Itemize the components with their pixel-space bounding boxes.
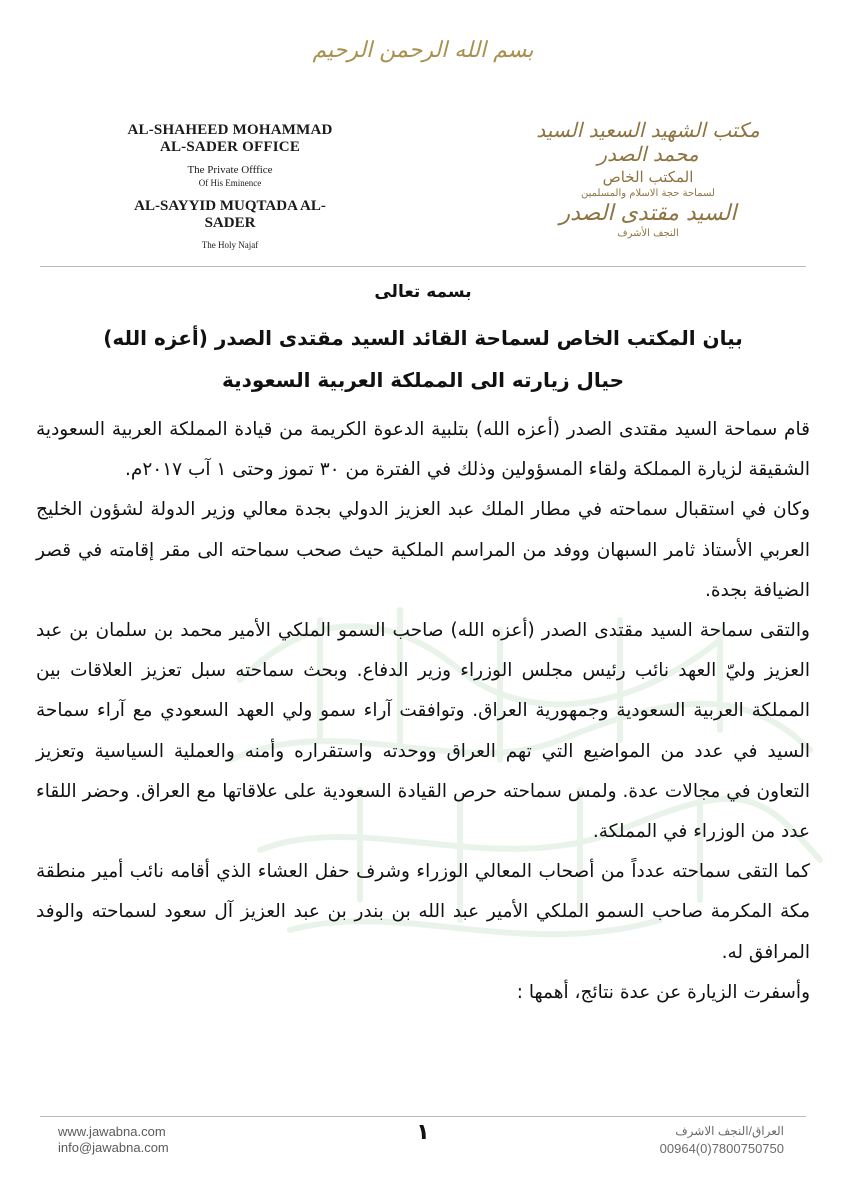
phone-number: 00964(0)7800750750: [659, 1141, 784, 1156]
page-number: ١: [416, 1120, 430, 1145]
private-office-arabic: المكتب الخاص: [602, 168, 694, 186]
paragraph-reception: وكان في استقبال سماحته في مطار الملك عبد العزيز الدولي بجدة معالي وزير الدولة لشؤون الخليج العربي الأستاذ ثامر السبهان ووفد من المراسم الملكية حيث صحب سماحته الى مقر إقامته في قصر الضيافة بجدة.: [36, 499, 810, 601]
header-divider: [40, 266, 806, 267]
statement-title: بيان المكتب الخاص لسماحة القائد السيد مقتدى الصدر (أعزه الله): [103, 326, 743, 350]
paragraph-visit-invitation: قام سماحة السيد مقتدى الصدر (أعزه الله) بتلبية الدعوة الكريمة من قيادة المملكة العربية السعودية الشقيقة لزيارة المملكة ولقاء المسؤولين وذلك في الفترة من ٣٠ تموز وحتى ١ آب ٢٠١٧م.: [36, 419, 810, 481]
location-text: العراق/النجف الاشرف: [675, 1124, 784, 1138]
paragraph-ministers-dinner: كما التقى سماحته عدداً من أصحاب المعالي الوزراء وشرف حفل العشاء الذي أقامه نائب أمير منطقة مكة المكرمة صاحب السمو الملكي الأمير عبد الله بن بندر بن عبد العزيز آل سعود لسماحته والوفد المرافق له.: [36, 861, 810, 963]
of-his-eminence-english: Of His Eminence: [198, 178, 262, 188]
footer-contact-address: [660, 1122, 784, 1158]
office-name-arabic: مكتب الشهيد السعيد السيد محمد الصدر: [536, 118, 760, 166]
office-name-english: AL-SHAHEED MOHAMMAD AL-SADER OFFICE: [127, 122, 333, 155]
bismihi-heading: بسمه تعالى: [374, 282, 472, 302]
sayyid-name-english: AL-SAYYID MUQTADA AL-SADER: [134, 198, 326, 231]
english-letterhead: [120, 122, 340, 250]
title-arabic: لسماحة حجة الاسلام والمسلمين: [581, 188, 715, 199]
city-english: The Holy Najaf: [201, 240, 259, 250]
basmala-calligraphy: بسم الله الرحمن الرحيم: [312, 38, 534, 63]
statement-subtitle: حيال زيارته الى المملكة العربية السعودية: [222, 368, 624, 392]
sayyid-name-arabic: السيد مقتدى الصدر: [559, 201, 737, 226]
email-link[interactable]: info@jawabna.com: [58, 1140, 169, 1155]
paragraph-results-intro: وأسفرت الزيارة عن عدة نتائج، أهمها :: [516, 981, 810, 1003]
footer-divider: [40, 1116, 806, 1117]
private-office-english: The Private Offfice: [187, 164, 273, 176]
arabic-letterhead-logo: [528, 118, 768, 239]
statement-body: [36, 410, 810, 1013]
paragraph-crown-prince-meeting: والتقى سماحة السيد مقتدى الصدر (أعزه الله) صاحب السمو الملكي الأمير محمد بن سلمان بن عبد العزيز وليّ العهد نائب رئيس مجلس الوزراء وزير الدفاع. وبحث سماحته سبل تعزيز العلاقات بين المملكة العربية السعودية وجمهورية العراق. وتوافقت آراء سمو ولي العهد السعودي مع آراء سماحة السيد في عدد من المواضيع التي تهم العراق ووحدته واستقراره وأمنه والعملية السياسية وتعزيز التعاون في مجالات عدة. ولمس سماحته حرص القيادة السعودية على علاقاتها مع العراق. وحضر اللقاء عدد من الوزراء في المملكة.: [36, 620, 810, 843]
city-arabic: النجف الأشرف: [617, 228, 679, 239]
website-link[interactable]: www.jawabna.com: [58, 1124, 166, 1139]
